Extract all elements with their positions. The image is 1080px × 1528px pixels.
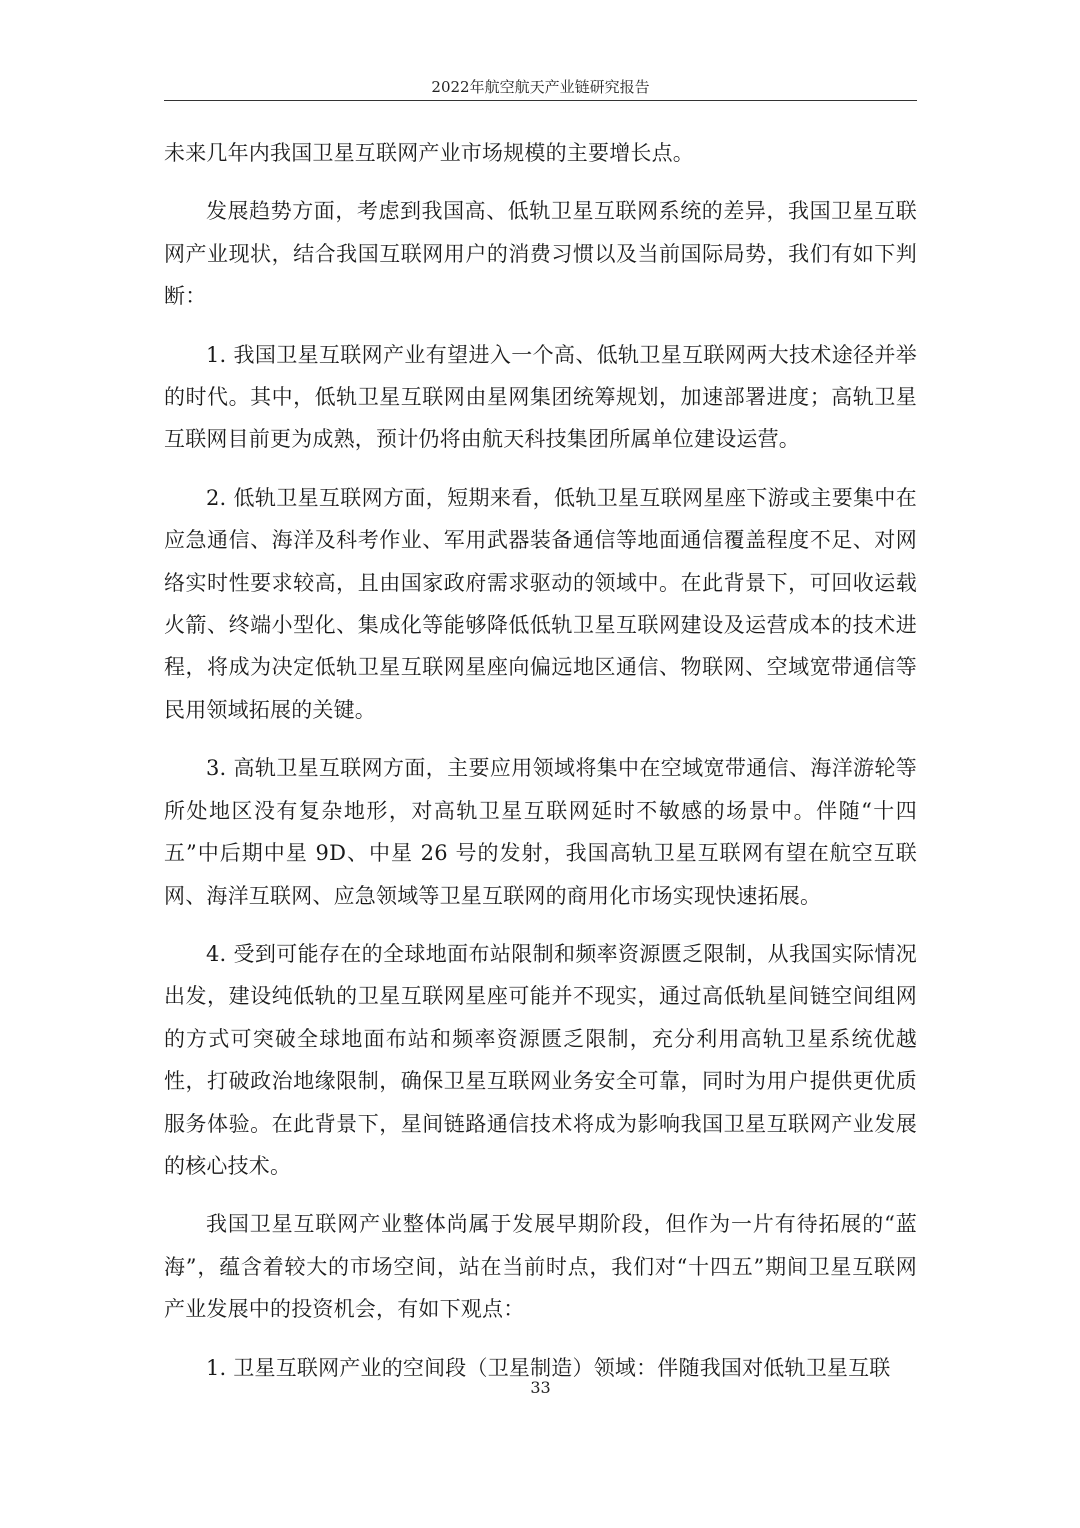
paragraph-viewpoint-1: 1. 卫星互联网产业的空间段（卫星制造）领域：伴随我国对低轨卫星互联 <box>206 1355 891 1380</box>
page-number: 33 <box>530 1378 551 1397</box>
page-header: 2022年航空航天产业链研究报告 <box>431 78 650 96</box>
header-divider <box>164 100 917 101</box>
paragraph-judgment-2: 2. 低轨卫星互联网方面，短期来看，低轨卫星互联网星座下游或主要集中在应急通信、海洋及科考作业、军用武器装备通信等地面通信覆盖程度不足、对网络实时性要求较高，且由国家政府需求驱动的领域中。在此背景下，可回收运载火箭、终端小型化、集成化等能够降低低轨卫星互联网建设及运营成本的技术进程，将成为决定低轨卫星互联网星座向偏远地区通信、物联网、空域宽带通信等民用领域拓展的关键。 <box>164 485 917 722</box>
body-text <box>164 132 917 1405</box>
paragraph-judgment-4: 4. 受到可能存在的全球地面布站限制和频率资源匮乏限制，从我国实际情况出发，建设纯低轨的卫星互联网星座可能并不现实，通过高低轨星间链空间组网的方式可突破全球地面布站和频率资源匮乏限制，充分利用高轨卫星系统优越性，打破政治地缘限制，确保卫星互联网业务安全可靠，同时为用户提供更优质服务体验。在此背景下，星间链路通信技术将成为影响我国卫星互联网产业发展的核心技术。 <box>164 941 917 1178</box>
paragraph-judgment-3: 3. 高轨卫星互联网方面，主要应用领域将集中在空域宽带通信、海洋游轮等所处地区没有复杂地形，对高轨卫星互联网延时不敏感的场景中。伴随“十四五”中后期中星 9D、中星 26 号的发射，我国高轨卫星互联网有望在航空互联网、海洋互联网、应急领域等卫星互联网的商用化市场实现快速拓展。 <box>164 756 917 908</box>
paragraph-judgment-1: 1. 我国卫星互联网产业有望进入一个高、低轨卫星互联网两大技术途径并举的时代。其中，低轨卫星互联网由星网集团统筹规划，加速部署进度；高轨卫星互联网目前更为成熟，预计仍将由航天科技集团所属单位建设运营。 <box>164 342 917 452</box>
paragraph-investment-intro: 我国卫星互联网产业整体尚属于发展早期阶段，但作为一片有待拓展的“蓝海”，蕴含着较大的市场空间，站在当前时点，我们对“十四五”期间卫星互联网产业发展中的投资机会，有如下观点： <box>164 1212 917 1322</box>
paragraph-trend-intro: 发展趋势方面，考虑到我国高、低轨卫星互联网系统的差异，我国卫星互联网产业现状，结合我国互联网用户的消费习惯以及当前国际局势，我们有如下判断： <box>164 199 917 309</box>
paragraph-continuation: 未来几年内我国卫星互联网产业市场规模的主要增长点。 <box>164 141 694 165</box>
